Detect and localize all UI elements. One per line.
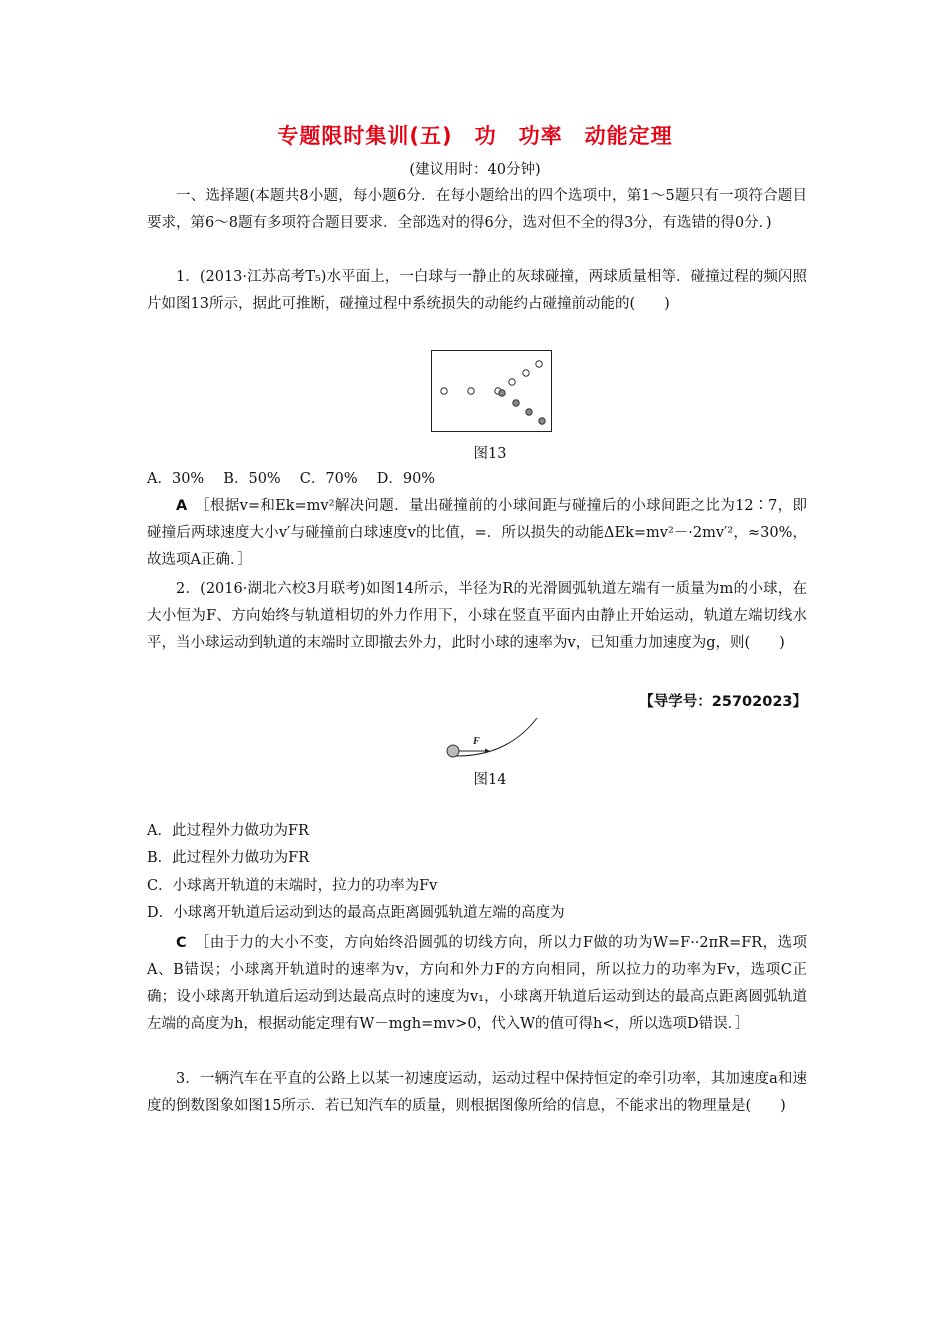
question-2-stem: 2．(2016·湖北六校3月联考)如图14所示，半径为R的光滑圆弧轨道左端有一质量为m的小球，在大小恒为F、方向始终与轨道相切的外力作用下，小球在竖直平面内由静止开始运动，轨道左端切线水平，当小球运动到轨道的末端时立即撤去外力，此时小球的速率为v，已知重力加速度为g，则( ) — [147, 581, 807, 651]
question-2-option-c: C．小球离开轨道的末端时，拉力的功率为Fv — [147, 878, 438, 894]
question-1-answer — [147, 493, 807, 574]
document-title: 专题限时集训(五) 功 功率 动能定理 — [277, 124, 673, 148]
answer-explanation: ［由于力的大小不变，方向始终沿圆弧的切线方向，所以力F做的功为W=F··2πR=FR，选项A、B错误；小球离开轨道时的速率为v，方向和外力F的方向相同，所以拉力的功率为Fv，选项C正确；设小球离开轨道后运动到达最高点时的速度为v₁，小球离开轨道后运动到达的最高点距离圆弧轨道左端的高度为h，根据动能定理有W－mgh=mv>0，代入W的值可得h<，所以选项D错误．］ — [147, 935, 807, 1032]
figure-14-caption: 图14 — [473, 772, 507, 788]
question-3-stem: 3．一辆汽车在平直的公路上以某一初速度运动，运动过程中保持恒定的牵引功率，其加速度a和速度的倒数图象如图15所示．若已知汽车的质量，则根据图像所给的信息，不能求出的物理量是( ) — [147, 1071, 807, 1114]
question-2-answer — [147, 930, 807, 1038]
answer-letter: A — [176, 498, 188, 514]
figure-13-caption: 图13 — [473, 446, 507, 462]
section-instructions: 一、选择题(本题共8小题，每小题6分．在每小题给出的四个选项中，第1～5题只有一项符合题目要求，第6～8题有多项符合题目要求．全部选对的得6分，选对但不全的得3分，有选错的得0分．) — [147, 188, 807, 231]
question-1-options: A．30% B．50% C．70% D．90% — [147, 471, 436, 487]
figure-14-arc-track — [442, 716, 542, 764]
guide-number: 【导学号：25702023】 — [639, 694, 807, 710]
question-2-option-d: D．小球离开轨道后运动到达的最高点距离圆弧轨道左端的高度为 — [147, 905, 565, 921]
question-2-option-b: B．此过程外力做功为FR — [147, 850, 310, 866]
answer-explanation: ［根据v=和Ek=mv²解决问题．量出碰撞前的小球间距与碰撞后的小球间距之比为12∶7，即碰撞后两球速度大小v′与碰撞前白球速度v的比值，=．所以损失的动能ΔEk=mv²－·2mv′²，≈30%，故选项A正确．］ — [147, 498, 808, 568]
force-label: F — [473, 736, 480, 747]
figure-13-flash-photo — [431, 350, 552, 432]
question-1-stem: 1．(2013·江苏高考T₅)水平面上，一白球与一静止的灰球碰撞，两球质量相等．碰撞过程的频闪照片如图13所示，据此可推断，碰撞过程中系统损失的动能约占碰撞前动能的( ) — [147, 269, 807, 312]
answer-letter: C — [176, 935, 187, 951]
suggested-time: (建议用时：40分钟) — [409, 162, 541, 178]
question-2-option-a: A．此过程外力做功为FR — [147, 823, 309, 839]
